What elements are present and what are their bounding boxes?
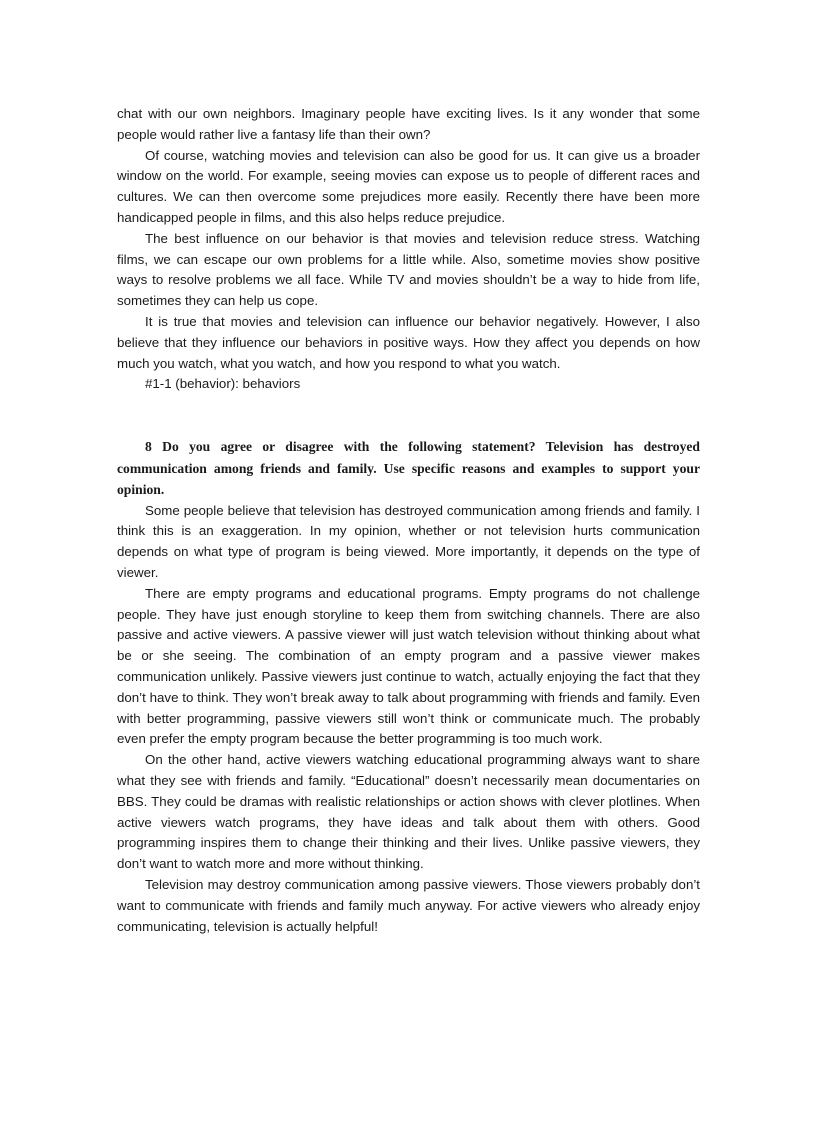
correction-note: #1-1 (behavior): behaviors (145, 376, 301, 392)
essay-question-8: 8 Do you agree or disagree with the following statement? Television has destroyed communication among friends and family. Use specific reasons and examples to support your opinion. (117, 439, 700, 498)
paragraph-intro: Some people believe that television has destroyed communication among friends and family. I think this is an exaggeration. In my opinion, whether or not television hurts communication depends on what type of program is being viewed. More importantly, it depends on the type of viewer. (117, 502, 700, 581)
paragraph-stress: The best influence on our behavior is that movies and television reduce stress. Watching films, we can escape our own problems for a little while. Also, sometime movies show positive ways to resolve problems we all face. While TV and movies shouldn’t be a way to hide from life, sometimes they can help us cope. (117, 230, 700, 309)
paragraph-passive-viewers: There are empty programs and educational programs. Empty programs do not challenge people. They have just enough storyline to keep them from switching channels. There are also passive and active viewers. A passive viewer will just watch television without thinking about what be or she seeing. The combination of an empty program and a passive viewer makes communication unlikely. Passive viewers just continue to watch, actually enjoying the fact that they don’t have to think. They won’t break away to talk about programming with friends and family. Even with better programming, passive viewers still won’t think or communicate much. The probably even prefer the empty program because the better programming is too much work. (117, 585, 700, 747)
paragraph-continuation: chat with our own neighbors. Imaginary people have exciting lives. Is it any wonder that some people would rather live a fantasy life than their own? (117, 106, 700, 142)
paragraph-final: Television may destroy communication among passive viewers. Those viewers probably don’t want to communicate with friends and family much anyway. For active viewers who already enjoy communicating, television is actually helpful! (117, 877, 700, 934)
paragraph-conclusion: It is true that movies and television can influence our behavior negatively. However, I also believe that they influence our behaviors in positive ways. How they affect you depends on how much you watch, what you watch, and how you respond to what you watch. (117, 313, 700, 371)
paragraph-benefits: Of course, watching movies and television can also be good for us. It can give us a broader window on the world. For example, seeing movies can expose us to people of different races and cultures. We can then overcome some prejudices more easily. Recently there have been more handicapped people in films, and this also helps reduce prejudice. (117, 147, 700, 225)
document-page (117, 104, 700, 937)
paragraph-active-viewers: On the other hand, active viewers watching educational programming always want to share what they see with friends and family. “Educational” doesn’t necessarily mean documentaries on BBS. They could be dramas with realistic relationships or action shows with clever plotlines. When active viewers watch programs, they have ideas and talk about them with others. Good programming inspires them to change their thinking and their lives. Unlike passive viewers, they don’t want to watch more and more without thinking. (117, 752, 700, 872)
section-spacer (117, 395, 700, 436)
